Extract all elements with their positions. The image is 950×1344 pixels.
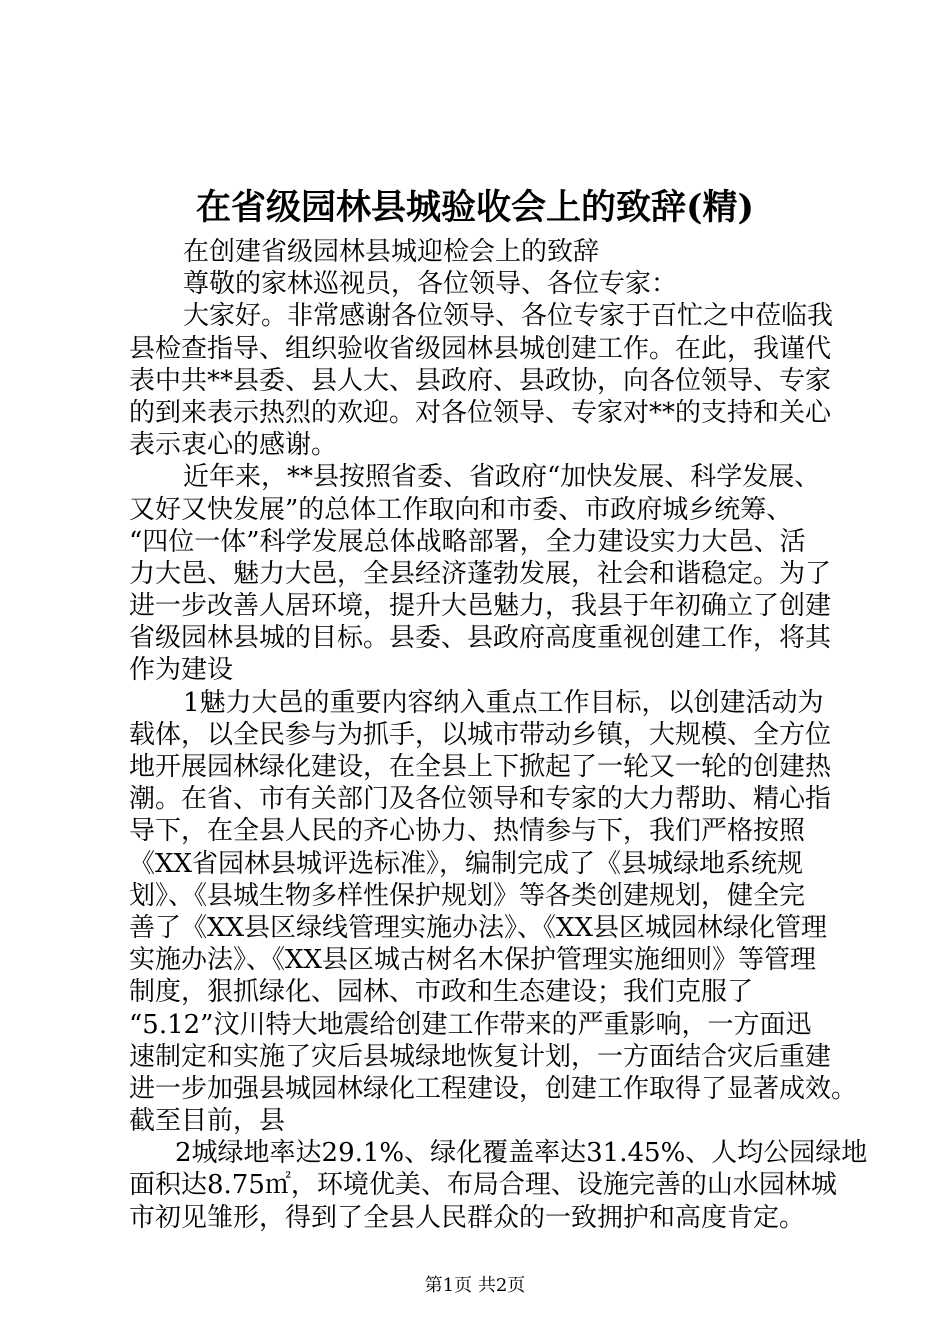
text-line: 作为建设 <box>129 655 234 686</box>
text-line: “5.12”汶川特大地震给创建工作带来的严重影响，一方面迅 <box>129 1009 812 1040</box>
text-line: “四位一体”科学发展总体战略部署，全力建设实力大邑、活 <box>129 526 806 557</box>
text-line: 地开展园林绿化建设，在全县上下掀起了一轮又一轮的创建热 <box>129 752 832 782</box>
text-line: 县检查指导、组织验收省级园林县城创建工作。在此，我谨代 <box>129 333 832 364</box>
text-line: 划》、《县城生物多样性保护规划》等各类创建规划，健全完 <box>129 880 806 911</box>
page-number: 第1页 共2页 <box>424 1275 526 1296</box>
document-body <box>129 236 868 1234</box>
text-line: 又好又快发展”的总体工作取向和市委、市政府城乡统筹、 <box>129 494 793 525</box>
text-line: 导下，在全县人民的齐心协力、热情参与下，我们严格按照 <box>129 816 806 847</box>
text-line: 载体，以全民参与为抓手，以城市带动乡镇，大规模、全方位 <box>129 719 832 750</box>
text-line: 善了《XX县区绿线管理实施办法》、《XX县区城园林绿化管理 <box>129 912 828 943</box>
text-line: 省级园林县城的目标。县委、县政府高度重视创建工作，将其 <box>129 623 832 654</box>
text-line: 市初见雏形，得到了全县人民群众的一致拥护和高度肯定。 <box>129 1202 806 1233</box>
text-line: 潮。在省、市有关部门及各位领导和专家的大力帮助、精心指 <box>129 784 832 815</box>
text-line: 速制定和实施了灾后县城绿地恢复计划，一方面结合灾后重建 <box>129 1041 832 1072</box>
text-line: 力大邑、魅力大邑，全县经济蓬勃发展，社会和谐稳定。为了 <box>129 558 832 589</box>
text-line: 截至目前，县 <box>129 1106 286 1137</box>
text-line: 表示衷心的感谢。 <box>129 430 338 461</box>
text-line: 近年来，**县按照省委、省政府“加快发展、科学发展、 <box>183 462 821 493</box>
text-line: 的到来表示热烈的欢迎。对各位领导、专家对**的支持和关心 <box>129 397 832 428</box>
text-line: 面积达8.75㎡，环境优美、布局合理、设施完善的山水园林城 <box>129 1170 837 1201</box>
text-line: 在创建省级园林县城迎检会上的致辞 <box>183 237 600 267</box>
text-line: 尊敬的家林巡视员，各位领导、各位专家： <box>183 269 678 300</box>
text-line: 进一步改善人居环境，提升大邑魅力，我县于年初确立了创建 <box>129 591 832 622</box>
text-line: 制度，狠抓绿化、园林、市政和生态建设；我们克服了 <box>129 977 754 1008</box>
text-line: 大家好。非常感谢各位领导、各位专家于百忙之中莅临我 <box>183 301 834 332</box>
text-line: 2城绿地率达29.1%、绿化覆盖率达31.45%、人均公园绿地 <box>175 1138 868 1169</box>
document-title: 在省级园林县城验收会上的致辞(精) <box>195 187 755 228</box>
text-line: 《XX省园林县城评选标准》，编制完成了《县城绿地系统规 <box>129 848 804 879</box>
text-line: 进一步加强县城园林绿化工程建设，创建工作取得了显著成效。 <box>129 1073 858 1104</box>
text-line: 实施办法》、《XX县区城古树名木保护管理实施细则》等管理 <box>129 945 817 976</box>
text-line: 表中共**县委、县人大、县政府、县政协，向各位领导、专家 <box>129 365 832 396</box>
text-line: 1魅力大邑的重要内容纳入重点工作目标，以创建活动为 <box>183 687 824 718</box>
